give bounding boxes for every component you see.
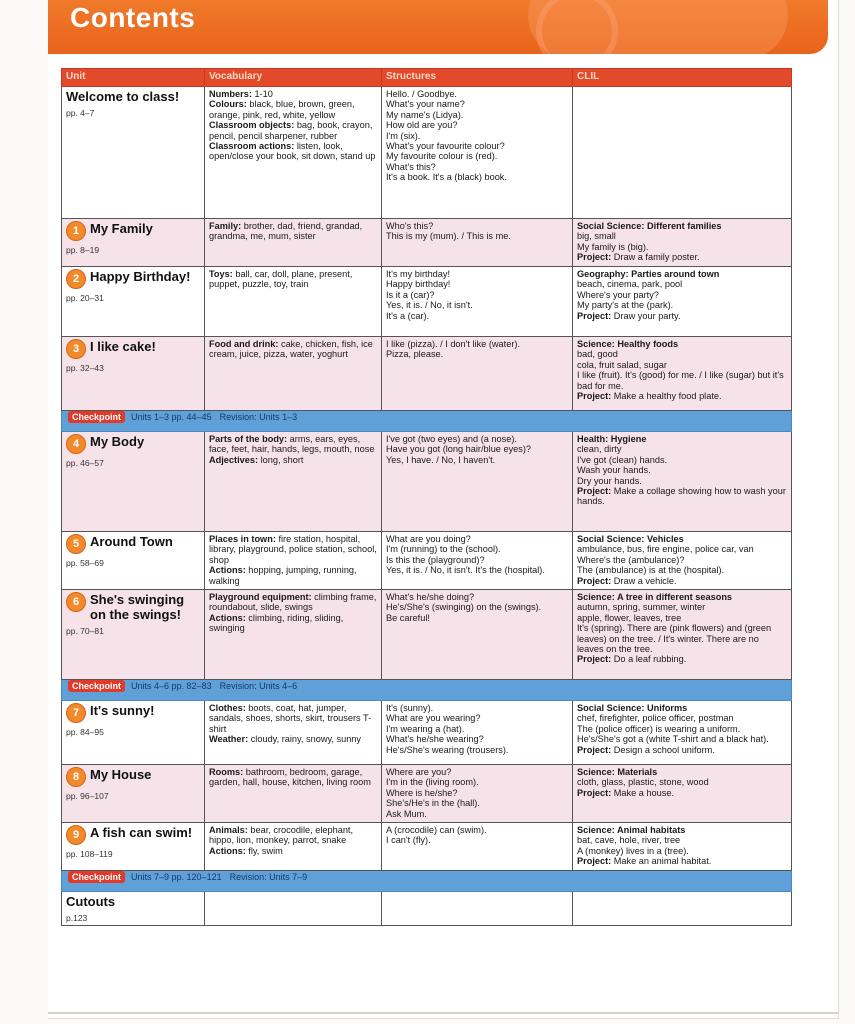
structures-cell	[382, 267, 573, 337]
clil-line: apple, flower, leaves, tree	[577, 612, 682, 623]
checkpoint-revision: Revision: Units 4–6	[219, 681, 298, 691]
vocabulary-entry	[209, 434, 377, 455]
clil-line: bad, good	[577, 349, 618, 360]
clil-line: The (police officer) is wearing a uniform.	[577, 723, 741, 734]
unit-pages: pp. 84–95	[66, 727, 104, 737]
clil-cell	[573, 532, 792, 590]
header-structures: Structures	[382, 69, 573, 87]
structures-cell	[382, 701, 573, 765]
page-title: Contents	[70, 2, 196, 33]
clil-project	[577, 788, 787, 798]
unit-row	[62, 432, 792, 532]
vocabulary-cell	[205, 892, 382, 926]
unit-pages: pp. 108–119	[66, 849, 113, 859]
vocabulary-cell	[205, 432, 382, 532]
unit-row	[62, 87, 792, 219]
vocabulary-entry	[209, 269, 377, 290]
structure-line: Yes, it is. / No, it isn't.	[386, 300, 473, 311]
contents-table	[61, 68, 792, 926]
structure-line: How old are you?	[386, 120, 458, 131]
cutouts-pages: p.123	[66, 913, 88, 923]
clil-title: Geography: Parties around town	[577, 269, 720, 279]
vocabulary-cell	[205, 590, 382, 680]
vocabulary-text: black, blue, brown, green, orange, pink, red, white, yellow	[209, 99, 355, 120]
clil-line: bat, cave, hole, river, tree	[577, 835, 681, 846]
unit-row	[62, 532, 792, 590]
structure-line: It's my birthday!	[386, 269, 451, 279]
unit-name: A fish can swim!	[90, 825, 193, 840]
structure-line: What's he/she doing?	[386, 592, 475, 602]
vocabulary-entry	[209, 339, 377, 360]
vocabulary-cell	[205, 337, 382, 411]
clil-project	[577, 391, 787, 401]
clil-line: It's (spring). There are (pink flowers) and (green leaves) on the tree. / It's winter. There are no leaves on the tree.	[577, 623, 772, 655]
structure-line: I've got (two eyes) and (a nose).	[386, 434, 517, 444]
unit-cell	[62, 267, 205, 337]
vocabulary-label: Parts of the body:	[209, 434, 288, 444]
clil-title: Social Science: Uniforms	[577, 703, 688, 713]
structure-line: She's/He's in the (hall).	[386, 798, 480, 809]
checkpoint-badge: Checkpoint	[68, 871, 125, 883]
unit-row	[62, 337, 792, 411]
unit-number-badge: 6	[66, 592, 86, 612]
clil-line: beach, cinema, park, pool	[577, 279, 683, 290]
checkpoint-units: Units 7–9 pp. 120–121	[131, 872, 222, 882]
structure-line: What's he/she wearing?	[386, 734, 484, 745]
vocabulary-entry	[209, 767, 377, 788]
clil-cell	[573, 892, 792, 926]
vocabulary-cell	[205, 267, 382, 337]
project-text: Draw a vehicle.	[611, 575, 677, 586]
vocabulary-entry	[209, 592, 377, 613]
project-label: Project:	[577, 744, 612, 755]
project-label: Project:	[577, 856, 612, 867]
clil-cell	[573, 267, 792, 337]
clil-project	[577, 745, 787, 755]
clil-line: Where's the (ambulance)?	[577, 554, 685, 565]
clil-project	[577, 486, 787, 507]
structure-line: Where is he/she?	[386, 787, 458, 798]
unit-number-badge: 7	[66, 703, 86, 723]
structure-line: Where are you?	[386, 767, 452, 777]
unit-pages: pp. 70–81	[66, 626, 104, 636]
clil-line: cloth, glass, plastic, stone, wood	[577, 777, 709, 788]
project-text: Make a house.	[611, 787, 675, 798]
vocabulary-cell	[205, 701, 382, 765]
unit-cell	[62, 823, 205, 871]
vocabulary-text: listen, look, open/close your book, sit down, stand up	[209, 141, 376, 162]
clil-cell	[573, 823, 792, 871]
unit-number-badge: 8	[66, 767, 86, 787]
cutouts-title: Cutouts	[66, 894, 116, 909]
checkpoint-badge: Checkpoint	[68, 680, 125, 692]
checkpoint-row	[62, 411, 792, 432]
structure-line: Happy birthday!	[386, 279, 451, 290]
checkpoint-revision: Revision: Units 7–9	[229, 872, 308, 882]
vocabulary-entry	[209, 99, 377, 120]
header-unit: Unit	[62, 69, 205, 87]
project-text: Draw your party.	[611, 310, 681, 321]
project-label: Project:	[577, 575, 612, 586]
structures-cell	[382, 432, 573, 532]
checkpoint-cell	[62, 411, 792, 432]
vocabulary-label: Classroom objects:	[209, 120, 295, 131]
unit-cell	[62, 87, 205, 219]
structure-line: What are you doing?	[386, 534, 471, 544]
clil-line: He's/She's got a (white T-shirt and a black hat).	[577, 734, 769, 745]
vocabulary-text: hopping, jumping, running, walking	[209, 565, 357, 586]
unit-number-badge: 3	[66, 339, 86, 359]
clil-line: chef, firefighter, police officer, postman	[577, 713, 734, 724]
clil-title: Science: Materials	[577, 767, 658, 777]
clil-cell	[573, 765, 792, 823]
structure-line: This is my (mum). / This is me.	[386, 231, 511, 242]
vocabulary-text: fly, swim	[245, 845, 283, 856]
project-text: Make an animal habitat.	[611, 856, 712, 867]
vocabulary-entry	[209, 221, 377, 242]
unit-name: Around Town	[90, 534, 173, 549]
vocabulary-label: Playground equipment:	[209, 592, 312, 602]
vocabulary-entry	[209, 846, 377, 856]
unit-cell	[62, 590, 205, 680]
structure-line: Be careful!	[386, 612, 430, 623]
checkpoint-revision: Revision: Units 1–3	[219, 412, 298, 422]
unit-row	[62, 219, 792, 267]
vocabulary-text: long, short	[258, 454, 304, 465]
vocabulary-label: Numbers:	[209, 89, 252, 99]
unit-row	[62, 590, 792, 680]
vocabulary-label: Adjectives:	[209, 454, 259, 465]
clil-project	[577, 311, 787, 321]
structure-line: What's your name?	[386, 99, 465, 110]
vocabulary-text: bathroom, bedroom, garage, garden, hall, house, kitchen, living room	[209, 767, 371, 788]
clil-cell	[573, 590, 792, 680]
structures-cell	[382, 219, 573, 267]
header-vocabulary: Vocabulary	[205, 69, 382, 87]
clil-cell	[573, 219, 792, 267]
project-text: Make a healthy food plate.	[611, 391, 722, 402]
cutouts-cell	[62, 892, 205, 926]
unit-pages: pp. 4–7	[66, 108, 95, 118]
clil-cell	[573, 701, 792, 765]
vocabulary-text: arms, ears, eyes, face, feet, hair, hands, legs, mouth, nose	[209, 434, 375, 455]
checkpoint-row	[62, 871, 792, 892]
unit-heading	[66, 339, 200, 359]
structure-line: Have you got (long hair/blue eyes)?	[386, 444, 532, 455]
checkpoint-cell	[62, 680, 792, 701]
clil-title: Science: A tree in different seasons	[577, 592, 733, 602]
clil-line: My family is (big).	[577, 241, 649, 252]
unit-name: I like cake!	[90, 339, 156, 354]
clil-cell	[573, 87, 792, 219]
clil-cell	[573, 432, 792, 532]
unit-heading	[66, 534, 200, 554]
unit-number-badge: 4	[66, 434, 86, 454]
clil-line: cola, fruit salad, sugar	[577, 359, 667, 370]
project-label: Project:	[577, 787, 612, 798]
vocabulary-label: Family:	[209, 221, 242, 231]
checkpoint-row	[62, 680, 792, 701]
vocabulary-label: Actions:	[209, 565, 246, 576]
vocabulary-label: Weather:	[209, 734, 249, 745]
structures-cell	[382, 337, 573, 411]
vocabulary-entry	[209, 141, 377, 162]
unit-name: She's swinging on the swings!	[90, 592, 185, 622]
vocabulary-label: Classroom actions:	[209, 141, 295, 152]
vocabulary-entry	[209, 613, 377, 634]
clil-line: Dry your hands.	[577, 475, 642, 486]
unit-pages: pp. 20–31	[66, 293, 104, 303]
clil-line: big, small	[577, 231, 616, 242]
vocabulary-entry	[209, 565, 377, 586]
clil-line: autumn, spring, summer, winter	[577, 602, 706, 613]
unit-pages: pp. 96–107	[66, 791, 109, 801]
unit-cell	[62, 337, 205, 411]
structure-line: He's/She's wearing (trousers).	[386, 744, 509, 755]
clil-project	[577, 856, 787, 866]
unit-row	[62, 267, 792, 337]
unit-name: It's sunny!	[90, 703, 155, 718]
table-header-row	[62, 69, 792, 87]
project-label: Project:	[577, 654, 612, 665]
project-label: Project:	[577, 391, 612, 402]
clil-project	[577, 576, 787, 586]
vocabulary-text: climbing, riding, sliding, swinging	[209, 612, 344, 634]
structure-line: I'm wearing a (hat).	[386, 723, 465, 734]
vocabulary-text: 1-10	[251, 89, 273, 99]
header-clil: CLIL	[573, 69, 792, 87]
structure-line: What's your favourite colour?	[386, 141, 505, 152]
unit-name: My Family	[90, 221, 153, 236]
structure-line: Ask Mum.	[386, 808, 427, 819]
table-body	[62, 87, 792, 926]
unit-name: My House	[90, 767, 152, 782]
unit-cell	[62, 219, 205, 267]
vocabulary-cell	[205, 765, 382, 823]
checkpoint-units: Units 4–6 pp. 82–83	[131, 681, 212, 691]
structure-line: I'm in the (living room).	[386, 777, 479, 788]
project-label: Project:	[577, 310, 612, 321]
cutouts-row	[62, 892, 792, 926]
unit-heading	[66, 703, 200, 723]
clil-cell	[573, 337, 792, 411]
vocabulary-entry	[209, 734, 377, 744]
clil-project	[577, 252, 787, 262]
project-text: Make a collage showing how to wash your hands.	[577, 486, 786, 507]
clil-title: Science: Animal habitats	[577, 825, 686, 835]
unit-number-badge: 5	[66, 534, 86, 554]
vocabulary-entry	[209, 825, 377, 846]
structure-line: It's a book. It's a (black) book.	[386, 172, 507, 183]
vocabulary-text: brother, dad, friend, grandad, grandma, me, mum, sister	[209, 221, 363, 242]
vocabulary-text: fire station, hospital, library, playground, police station, school, shop	[209, 534, 377, 565]
project-text: Draw a family poster.	[611, 252, 700, 263]
vocabulary-text: bear, crocodile, elephant, hippo, lion, monkey, parrot, snake	[209, 825, 354, 846]
structure-line: Yes, it is. / No, it isn't. It's the (hospital).	[386, 565, 545, 576]
unit-row	[62, 765, 792, 823]
vocabulary-cell	[205, 219, 382, 267]
vocabulary-label: Actions:	[209, 845, 246, 856]
project-label: Project:	[577, 486, 612, 497]
clil-project	[577, 654, 787, 664]
unit-heading	[66, 89, 200, 104]
vocabulary-cell	[205, 532, 382, 590]
structures-cell	[382, 765, 573, 823]
vocabulary-label: Actions:	[209, 612, 246, 623]
unit-pages: pp. 58–69	[66, 558, 104, 568]
clil-line: I've got (clean) hands.	[577, 454, 668, 465]
clil-line: I like (fruit). It's (good) for me. / I like (sugar) but it's bad for me.	[577, 370, 784, 391]
clil-line: A (monkey) lives in a (tree).	[577, 845, 689, 856]
structure-line: My name's (Lidya).	[386, 109, 464, 120]
structures-cell	[382, 87, 573, 219]
structure-line: Hello. / Goodbye.	[386, 89, 457, 99]
structure-line: It's a (car).	[386, 310, 430, 321]
vocabulary-label: Food and drink:	[209, 339, 279, 349]
vocabulary-entry	[209, 455, 377, 465]
vocabulary-label: Rooms:	[209, 767, 244, 777]
structure-line: Pizza, please.	[386, 349, 444, 360]
unit-name: Happy Birthday!	[90, 269, 191, 284]
structure-line: Who's this?	[386, 221, 434, 231]
unit-heading	[66, 269, 200, 289]
unit-row	[62, 701, 792, 765]
clil-line: My party's at the (park).	[577, 300, 674, 311]
structure-line: What's this?	[386, 161, 436, 172]
page-bottom-edge	[48, 1012, 838, 1014]
clil-title: Health: Hygiene	[577, 434, 647, 444]
clil-title: Social Science: Different families	[577, 221, 722, 231]
unit-pages: pp. 32–43	[66, 363, 104, 373]
structures-cell	[382, 823, 573, 871]
vocabulary-label: Colours:	[209, 99, 247, 110]
unit-cell	[62, 701, 205, 765]
clil-line: ambulance, bus, fire engine, police car, van	[577, 544, 754, 555]
clil-title: Science: Healthy foods	[577, 339, 679, 349]
structure-line: Yes, I have. / No, I haven't.	[386, 454, 496, 465]
unit-heading	[66, 221, 200, 241]
structure-line: My favourite colour is (red).	[386, 151, 498, 162]
vocabulary-text: climbing frame, roundabout, slide, swings	[209, 592, 377, 613]
unit-number-badge: 2	[66, 269, 86, 289]
unit-pages: pp. 46–57	[66, 458, 104, 468]
structure-line: A (crocodile) can (swim).	[386, 825, 487, 835]
vocabulary-cell	[205, 87, 382, 219]
project-text: Do a leaf rubbing.	[611, 654, 687, 665]
unit-name: Welcome to class!	[66, 89, 180, 104]
header-decoration-circle	[536, 0, 618, 54]
project-label: Project:	[577, 252, 612, 263]
vocabulary-entry	[209, 89, 377, 99]
vocabulary-text: boots, coat, hat, jumper, sandals, shoes, shorts, skirt, trousers T-shirt	[209, 703, 372, 734]
unit-row	[62, 823, 792, 871]
structure-line: I like (pizza). / I don't like (water).	[386, 339, 520, 349]
unit-number-badge: 9	[66, 825, 86, 845]
unit-heading	[66, 434, 200, 454]
structure-line: I'm (six).	[386, 130, 421, 141]
clil-line: Where's your party?	[577, 289, 659, 300]
vocabulary-text: bag, book, crayon, pencil, pencil sharpener, rubber	[209, 120, 373, 141]
structure-line: Is it a (car)?	[386, 289, 435, 300]
structure-line: Is this the (playground)?	[386, 554, 485, 565]
structure-line: He's/She's (swinging) on the (swings).	[386, 602, 542, 613]
vocabulary-text: cloudy, rainy, snowy, sunny	[248, 734, 362, 745]
checkpoint-cell	[62, 871, 792, 892]
vocabulary-entry	[209, 534, 377, 565]
structures-cell	[382, 892, 573, 926]
unit-heading	[66, 767, 200, 787]
vocabulary-text: ball, car, doll, plane, present, puppet, puzzle, toy, train	[209, 269, 353, 290]
vocabulary-cell	[205, 823, 382, 871]
unit-cell	[62, 532, 205, 590]
vocabulary-label: Animals:	[209, 825, 248, 835]
structure-line: What are you wearing?	[386, 713, 481, 724]
unit-pages: pp. 8–19	[66, 245, 100, 255]
vocabulary-entry	[209, 120, 377, 141]
vocabulary-label: Clothes:	[209, 703, 246, 713]
vocabulary-label: Toys:	[209, 269, 233, 279]
structure-line: It's (sunny).	[386, 703, 434, 713]
unit-number-badge: 1	[66, 221, 86, 241]
structures-cell	[382, 590, 573, 680]
unit-heading	[66, 592, 200, 622]
checkpoint-units: Units 1–3 pp. 44–45	[131, 412, 212, 422]
unit-name: My Body	[90, 434, 145, 449]
vocabulary-label: Places in town:	[209, 534, 276, 544]
clil-line: The (ambulance) is at the (hospital).	[577, 565, 725, 576]
structure-line: I can't (fly).	[386, 835, 431, 846]
unit-cell	[62, 432, 205, 532]
clil-title: Social Science: Vehicles	[577, 534, 684, 544]
unit-cell	[62, 765, 205, 823]
clil-line: Wash your hands.	[577, 465, 651, 476]
checkpoint-badge: Checkpoint	[68, 411, 125, 423]
structures-cell	[382, 532, 573, 590]
structure-line: I'm (running) to the (school).	[386, 544, 501, 555]
project-text: Design a school uniform.	[611, 744, 715, 755]
unit-heading	[66, 825, 200, 845]
vocabulary-text: cake, chicken, fish, ice cream, juice, pizza, water, yoghurt	[209, 339, 373, 360]
clil-line: clean, dirty	[577, 444, 622, 455]
vocabulary-entry	[209, 703, 377, 734]
